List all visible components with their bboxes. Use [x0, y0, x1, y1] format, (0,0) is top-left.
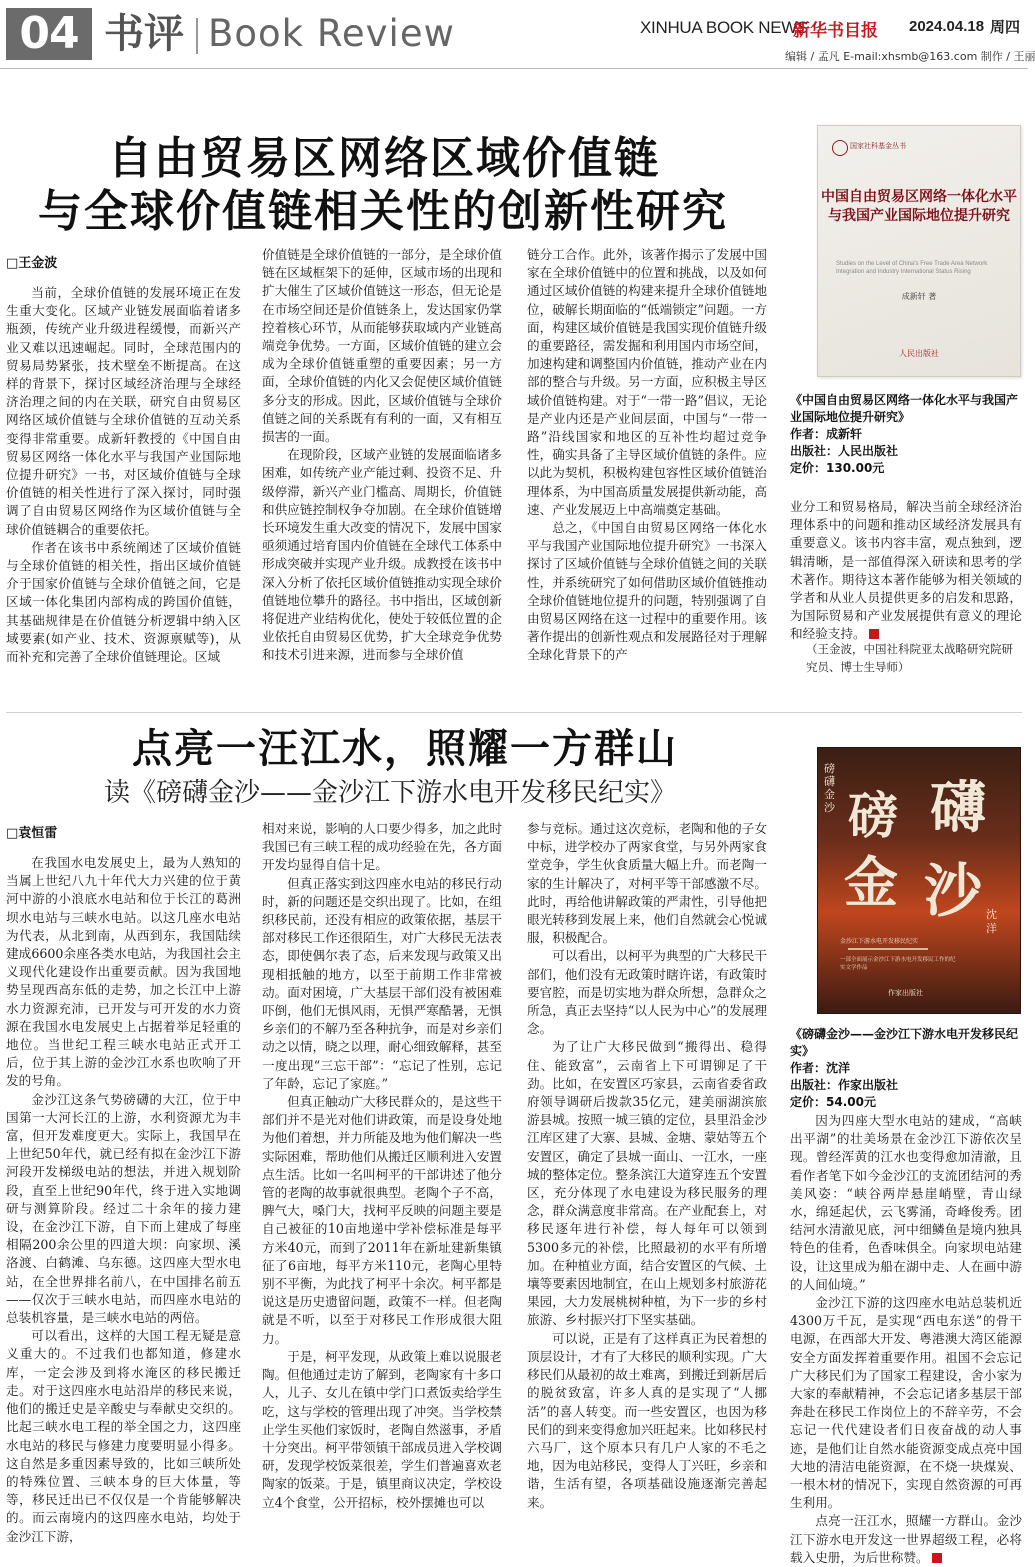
- issue-date: 2024.04.18: [909, 18, 985, 35]
- article2-column-1: [6, 854, 241, 1544]
- article2-author: □袁恒雷: [6, 826, 58, 841]
- paragraph: [790, 498, 1022, 644]
- end-mark-icon: [932, 1553, 942, 1563]
- paragraph-text: 点亮一汪江水，照耀一方群山。金沙江下游水电开发这一世界超级工程，必将载入史册，为后世称赞。: [790, 1513, 1022, 1565]
- article1-author-bio: （王金波，中国社科院亚太战略研究院研究员、博士生导师）: [806, 642, 1013, 674]
- article1-column-4: [790, 498, 1022, 642]
- cover-author: 成新轩 著: [901, 292, 937, 301]
- caption-title: 《磅礴金沙——金沙江下游水电开发移民纪实》: [790, 1027, 1019, 1058]
- publication-name-cn: 新华书目报: [793, 21, 878, 41]
- cover-series: 国家社科基金丛书: [850, 142, 906, 150]
- caption-price: 定价：130.00元: [790, 461, 885, 475]
- paragraph: 作者在该书中系统阐述了区域价值链与全球价值链的相关性，指出区域价值链介于国家价值链与全球价值链之间，它是区域一体化集团内部构成的跨国价值链，其基础规律是在价值链分析逻辑中纳入区域要素(如产业、技术、资源禀赋等)，从而补充和完善了全球价值链理论。区域: [6, 539, 241, 665]
- section-divider: [196, 18, 198, 54]
- editor-credits: 编辑 / 孟凡 E-mail:xhsmb@163.com 制作 / 王丽: [785, 50, 1035, 63]
- paragraph: 在我国水电发展史上，最为人熟知的当属上世纪八九十年代大力兴建的位于黄河中游的小浪底水电站和位于长江的葛洲坝水电站与三峡水电站。以这几座水电站为代表，从北到南，从西到东，我国陆续建成6600余座各类水电站，为我国社会主义现代化建设作出重要贡献。因为我国地势呈现西高东低的走势，加之长江中上游水力资源充沛，已开发与可开发的水力资源在我国水电发展史上占据着举足轻重的地位。当世纪工程三峡水电站正式开工后，位于其上游的金沙江水系也吹响了开发的号角。: [6, 855, 241, 1089]
- caption-title: 《中国自由贸易区网络一体化水平与我国产业国际地位提升研究》: [790, 393, 1019, 424]
- cover-author: 沈洋: [986, 908, 997, 935]
- article2-column-2: [262, 820, 502, 1510]
- article1-title-line1: 自由贸易区网络区域价值链: [108, 133, 660, 184]
- paragraph-text: 业分工和贸易格局，解决当前全球经济治理体系中的问题和推动区域经济发展具有重要意义。该书内容丰富，观点独到，逻辑清晰，是一部值得深入研读和思考的学术著作。期待这本著作能够为相关领域的学者和从业人员提供更多的启发和思路，为国际贸易和产业发展提供有意义的理论和经验支持。: [790, 499, 1022, 642]
- book-caption-2: [790, 1026, 1022, 1111]
- paragraph: 链分工合作。此外，该著作揭示了发展中国家在全球价值链中的位置和挑战，以及如何通过区域价值链的构建来提升全球价值链地位，破解长期面临的“低端锁定”问题。一方面，构建区域价值链是我国实现价值链升级的重要路径，需发掘和利用国内市场空间，加速构建和调整国内价值链，推动产业在内部的整合与升级。另一方面，应积极主导区域价值链构建。对于“一带一路”倡议，无论是产业内还是产业间层面，中国与“一带一路”沿线国家和地区的互补性均超过竞争性，确实具备了主导区域价值链的条件。应以此为契机，积极构建包容性区域价值链治理体系，为中国高质量发展提供新动能，高速、产业发展迈上中高端奠定基础。: [527, 247, 767, 517]
- paragraph: 价值链是全球价值链的一部分，是全球价值链在区域框架下的延伸，区域市场的出现和扩大催生了区域价值链这一形态，但无论是在市场空间还是价值链条上，发达国家仍掌控着核心环节，从而能够获取域内产业链高端竞争优势。一方面，区域价值链的建立会成为全球价值链重塑的重要因素；另一方面，全球价值链的内化又会促使区域价值链多分支的形成。因此，区域价值链与全球价值链之间的关系既有有利的一面，又有相互损害的一面。: [262, 247, 502, 445]
- paragraph: 在现阶段，区域产业链的发展面临诸多困难，如传统产业产能过剩、投资不足、升级停滞，新兴产业门槛高、周期长，价值链和供应链控制权争夺加剧。在全球价值链增长环境发生重大改变的情况下，发展中国家亟须通过培育国内价值链在全球代工体系中形成突破并实现产业升级。成教授在该书中深入分析了依托区域价值链推动实现全球价值链地位攀升的路径。书中指出，区域创新将促进产业结构优化，使处于较低位置的企业依托自由贸易区优势，扩大全球竞争优势和技术引进来源，进而参与全球价值: [262, 447, 502, 663]
- caption-press: 出版社：作家出版社: [790, 1078, 899, 1092]
- cover-glyph: 磅: [848, 786, 898, 845]
- article1-author: □王金波: [6, 256, 58, 271]
- book-cover-2: [817, 747, 1021, 1014]
- cover-blurb: 一部全面展示金沙江下游水电开发移民工作的纪实文学作品: [840, 957, 956, 971]
- article2-subtitle: 读《磅礴金沙——金沙江下游水电开发移民纪实》: [104, 778, 677, 808]
- paragraph: 因为四座大型水电站的建成，“高峡出平湖”的壮美场景在金沙江下游依次呈现。曾经浑黄的江水也变得愈加清澈，且看作者笔下如今金沙江的支流团结河的秀美风姿：“峡谷两岸悬崖峭壁，青山绿水，绵延起伏，云飞雾涌，奇峰俊秀。团结河水清澈见底，河中细鳞鱼是境内独具特色的佳肴，色香味俱全。向家坝电站建设，让这里成为船在湖中走、人在画中游的人间仙境。”: [790, 1113, 1022, 1292]
- section-title-en: Book Review: [208, 12, 455, 55]
- book-cover-1: [817, 125, 1021, 377]
- paragraph: 当前，全球价值链的发展环境正在发生重大变化。区域产业链发展面临着诸多瓶颈，传统产业升级进程缓慢，而新兴产业又难以迅速崛起。同时，全球范围内的贸易局势紧张，技术壁垒不断提高。在这样的背景下，探讨区域经济治理与全球经济治理之间的内在关联，研究自由贸易区网络区域价值链与全球价值链的互动关系变得非常重要。成新轩教授的《中国自由贸易区网络一体化水平与我国产业国际地位提升研究》一书，对区域价值链与全球价值链的相关性进行了深入探讨，同时强调了自由贸易区网络作为区域价值链与全球价值链耦合的重要依托。: [6, 285, 241, 537]
- caption-price: 定价：54.00元: [790, 1095, 876, 1109]
- cover-glyph: 沙: [924, 857, 983, 925]
- paragraph: 可以看出，这样的大国工程无疑是意义重大的。不过我们也都知道，修建水库，一定会涉及到将水淹区的移民搬迁走。对于这四座水电站沿岸的移民来说，他们的搬迁史是辛酸史与奉献史交织的。比起三峡水电工程的举全国之力，这四座水电站的移民与修建力度要明显小得多。这自然是多重因素导致的，比如三峡所处的特殊位置、三峡本身的巨大体量，等等，移民迁出已不仅仅是一个肯能够解决的。而云南境内的这四座水电站，均处于金沙江下游，: [6, 1328, 241, 1544]
- caption-press: 出版社：人民出版社: [790, 444, 899, 458]
- end-mark-icon: [869, 629, 879, 639]
- paragraph: 总之，《中国自由贸易区网络一体化水平与我国产业国际地位提升研究》一书深入探讨了区域价值链与全球价值链之间的关联性，并系统研究了如何借助区域价值链推动全球价值链地位提升的问题，特别强调了自由贸易区网络在这一过程中的重要作用。该著作提出的创新性观点和发展路径对于理解全球化背景下的产: [527, 520, 767, 663]
- caption-author: 作者：成新轩: [790, 427, 863, 441]
- cover-vertical-title: 磅礴金沙: [824, 762, 835, 814]
- paragraph: [790, 1512, 1022, 1567]
- article2-title: 点亮一汪江水，照耀一方群山: [132, 725, 678, 772]
- paragraph: 参与竞标。通过这次竞标，老陶和他的子女中标，进学校办了两家食堂，与另外两家食堂竞争，学生伙食质量大幅上升。而老陶一家的生计解决了，对柯平等干部感激不尽。此时，再给他讲解政策的严肃性，引导他把眼光转移到发展上来，他们自然就会心悦诚服，积极配合。: [527, 821, 767, 946]
- cover-series: 金沙江下游水电开发移民纪实: [840, 938, 919, 945]
- paragraph: 可以说，正是有了这样真正为民着想的顶层设计，才有了大移民的顺利实现。广大移民们从最初的故土难离，到搬迁到新居后的脱贫致富，许多人真的是实现了“人挪活”的喜人转变。而一些安置区，也因为移民们的到来变得愈加兴旺起来。比如移民村六马厂，这个原本只有几户人家的不毛之地，因为电站移民，变得人丁兴旺，乡亲和谐，生活有望，各项基础设施逐渐完善起来。: [527, 1330, 767, 1510]
- article1-column-3: [527, 246, 767, 704]
- paragraph: 金沙江下游的这四座水电站总装机近4300万千瓦，是实现“西电东送”的骨干电源，在西部大开发、粤港澳大湾区能源安全方面发挥着重要作用。祖国不会忘记广大移民们为了国家工程建设，舍小家为大家的奉献精神，不会忘记诸多基层干部奔赴在移民工作岗位上的不辞辛劳，不会忘记一代代建设者们日夜奋战的动人事迹，是他们让自然水能资源变成点亮中国大地的清洁电能资源，在不烧一块煤炭、一根木材的情况下，实现自然资源的可再生利用。: [790, 1295, 1022, 1511]
- cover-glyph: 礴: [930, 775, 986, 841]
- article-divider: [6, 712, 1022, 713]
- book-caption-1: [790, 392, 1022, 477]
- paragraph: 相对来说，影响的人口要少得多，加之此时我国已有三峡工程的成功经验在先，各方面开发均显得自信十足。: [262, 821, 502, 873]
- publisher-seal-icon: [832, 140, 848, 156]
- paragraph: 但真正触动广大移民群众的，是这些干部们并不是光对他们讲政策，而是设身处地为他们着想，并力所能及地为他们解决一些实际困难，帮助他们从搬迁区顺利进入安置点生活。比如一名叫柯平的干部讲述了他分管的老陶的故事就很典型。老陶个子不高，脾气大，嗓门大，找柯平反映的问题主要是自己被征的10亩地递中学补偿标准是每平方米40元，而到了2011年在新址建新集镇征了6亩地，每平方米110元，老陶心里特别不平衡，为此找了柯平十余次。柯平都是说这是历史遗留问题，政策不一样。但老陶就是不听，以至于对移民工作形成很大阻力。: [262, 1094, 502, 1346]
- publication-name-en: XINHUA BOOK NEWS: [640, 18, 809, 37]
- paragraph: 可以看出，以柯平为典型的广大移民干部们，他们没有无政策时瞎许诺，有政策时要官腔，而是切实地为群众所想，急群众之所急，真正去坚持“以人民为中心”的发展理念。: [527, 948, 767, 1037]
- issue-weekday: 周四: [990, 18, 1021, 36]
- paragraph: 为了让广大移民做到“搬得出、稳得住、能致富”，云南省上下可谓铆足了干劲。比如，在安置区巧家县，云南省委省政府领导调研后拨款35亿元，建美丽湖滨旅游县城。按照一城三镇的定位，县里沿金沙江库区建了大寨、县城、金塘、蒙姑等五个安置区，确定了县城一面山、一江水，一座城的整体定位。整条滨江大道穿连五个安置区，充分体现了水电建设为移民服务的理念，群众满意度非常高。在产业配套上，对移民逐年进行补偿，每人每年可以领到5300多元的补偿，比照最初的水平有所增加。在种植业方面，结合安置区的气候、土壤等要素因地制宜，在山上规划多村旅游花果园，大力发展桃树种植，为下一步的乡村旅游、乡村振兴打下坚实基础。: [527, 1039, 767, 1328]
- cover-glyph: 金: [844, 850, 898, 914]
- article2-column-4: [790, 1112, 1022, 1565]
- cover-press: 人民出版社: [899, 349, 939, 358]
- article1-column-2: [262, 246, 502, 704]
- paragraph: 于是，柯平发现，从政策上难以说服老陶。但他通过走访了解到，老陶家有十多口人，儿子、女儿在镇中学门口煮饭卖给学生吃，这与学校的管理出现了冲突。当学校禁止学生买他们家饭时，老陶自然滋事，矛盾十分突出。柯平带领镇干部成员进入学校调研，发现学校饭菜很差，学生们普遍喜欢老陶家的饭菜。于是，镇里商议决定，学校设立4个食堂，公开招标，校外摆摊也可以: [262, 1348, 502, 1510]
- cover-title: 中国自由贸易区网络一体化水平与我国产业国际地位提升研究: [821, 189, 1017, 224]
- page-number: 04: [6, 8, 92, 60]
- header-rule: [0, 68, 1028, 69]
- article2-column-3: [527, 820, 767, 1510]
- paragraph: 但真正落实到这四座水电站的移民行动时，新的问题还是交织出现了。比如，在组织移民前，还没有相应的政策依据，基层干部对移民工作还很陌生，对广大移民无法表态，即使偶尔表了态，后来发现与政策又出现相抵触的地方，以至于前期工作非常被动。面对困境，广大基层干部们没有被困难吓倒，他们无惧风雨，无惧严寒酷暑，无惧乡亲们的不解乃至各种抗争，而是对乡亲们动之以情，晓之以理，耐心细致解释，甚至一度出现“三忘干部”：“忘记了性别，忘记了年龄，忘记了家庭。”: [262, 875, 502, 1091]
- section-title-cn: 书评: [104, 11, 184, 57]
- cover-subtitle-en: Studies on the Level of China's Free Trade Area Network Integration and Industry International Status Rising: [836, 261, 988, 275]
- paragraph: 金沙江这条气势磅礴的大江，位于中国第一大河长江的上游，水利资源尤为丰富，但开发难度更大。实际上，我国早在上世纪50年代，就已经有拟在金沙江下游河段开发梯级电站的想法，并进入规划阶段，直至上世纪90年代，终于进入实地调研与测算阶段。经过二十余年的接力建设，在金沙江下游，自下而上建成了每座相隔200余公里的四道大坝：向家坝、溪洛渡、白鹤滩、乌东德。这四座大型水电站，在全世界排名前八，在中国排名前五——仅次于三峡水电站，而四座水电站的总装机容量，是三峡水电站的两倍。: [6, 1091, 241, 1326]
- article1-title-line2: 与全球价值链相关性的创新性研究: [38, 186, 728, 237]
- article1-column-1: [6, 284, 241, 704]
- caption-author: 作者：沈洋: [790, 1061, 851, 1075]
- cover-stripe: [848, 948, 928, 950]
- cover-press: 作家出版社: [888, 989, 923, 997]
